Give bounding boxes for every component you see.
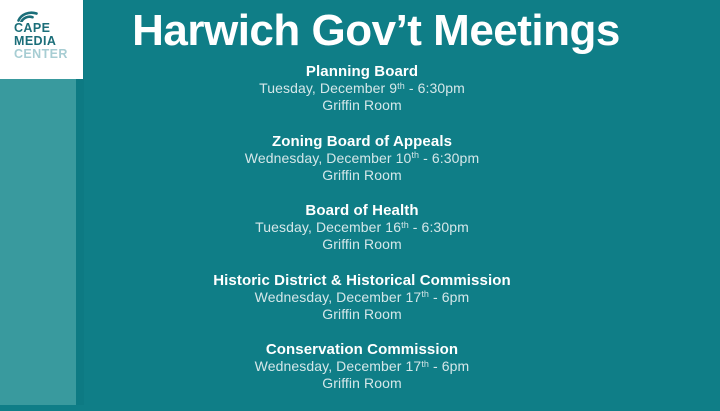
meeting-date [4, 219, 720, 236]
meeting-time-text: - 6pm [429, 358, 470, 374]
meetings-list [4, 63, 720, 411]
meeting-date [4, 150, 720, 167]
logo-word-cape: CAPE [14, 21, 51, 35]
meeting-date-text: Tuesday, December 16 [255, 219, 402, 235]
meeting-location: Griffin Room [322, 375, 402, 391]
meeting-date [4, 358, 720, 375]
meeting-name: Historic District & Historical Commission [213, 271, 511, 289]
meeting-date [4, 80, 720, 97]
logo-word-media: MEDIA [14, 34, 57, 48]
page-title: Harwich Gov’t Meetings [132, 6, 620, 55]
logo-word-center: CENTER [14, 47, 68, 61]
ordinal-suffix: th [397, 80, 405, 91]
meeting-entry [4, 133, 720, 184]
meeting-name: Planning Board [305, 63, 419, 80]
meeting-location: Griffin Room [322, 97, 402, 113]
meeting-date-text: Wednesday, December 17 [254, 358, 422, 374]
ordinal-suffix: th [421, 289, 430, 300]
meeting-date-text: Wednesday, December 10 [244, 149, 412, 166]
meeting-time-text: - 6:30pm [404, 80, 465, 96]
ordinal-suffix: th [411, 150, 420, 161]
meeting-time-text: - 6pm [429, 288, 470, 305]
meeting-name: Board of Health [305, 202, 419, 219]
meeting-date [4, 289, 720, 306]
ordinal-suffix: th [401, 219, 409, 230]
meeting-date-text: Tuesday, December 9 [259, 80, 398, 96]
meeting-time-text: - 6:30pm [419, 149, 480, 166]
meeting-date-text: Wednesday, December 17 [254, 288, 422, 305]
meeting-entry [4, 272, 720, 323]
meeting-name: Zoning Board of Appeals [271, 132, 453, 150]
meeting-time-text: - 6:30pm [408, 219, 469, 235]
meeting-location: Griffin Room [322, 236, 402, 252]
meeting-location: Griffin Room [322, 166, 402, 183]
title-bar [32, 5, 720, 57]
meeting-entry [4, 202, 720, 253]
ordinal-suffix: th [421, 358, 430, 369]
meeting-entry [4, 341, 720, 392]
meeting-location: Griffin Room [322, 305, 402, 322]
meeting-name: Conservation Commission [265, 341, 459, 358]
meeting-entry [4, 63, 720, 114]
